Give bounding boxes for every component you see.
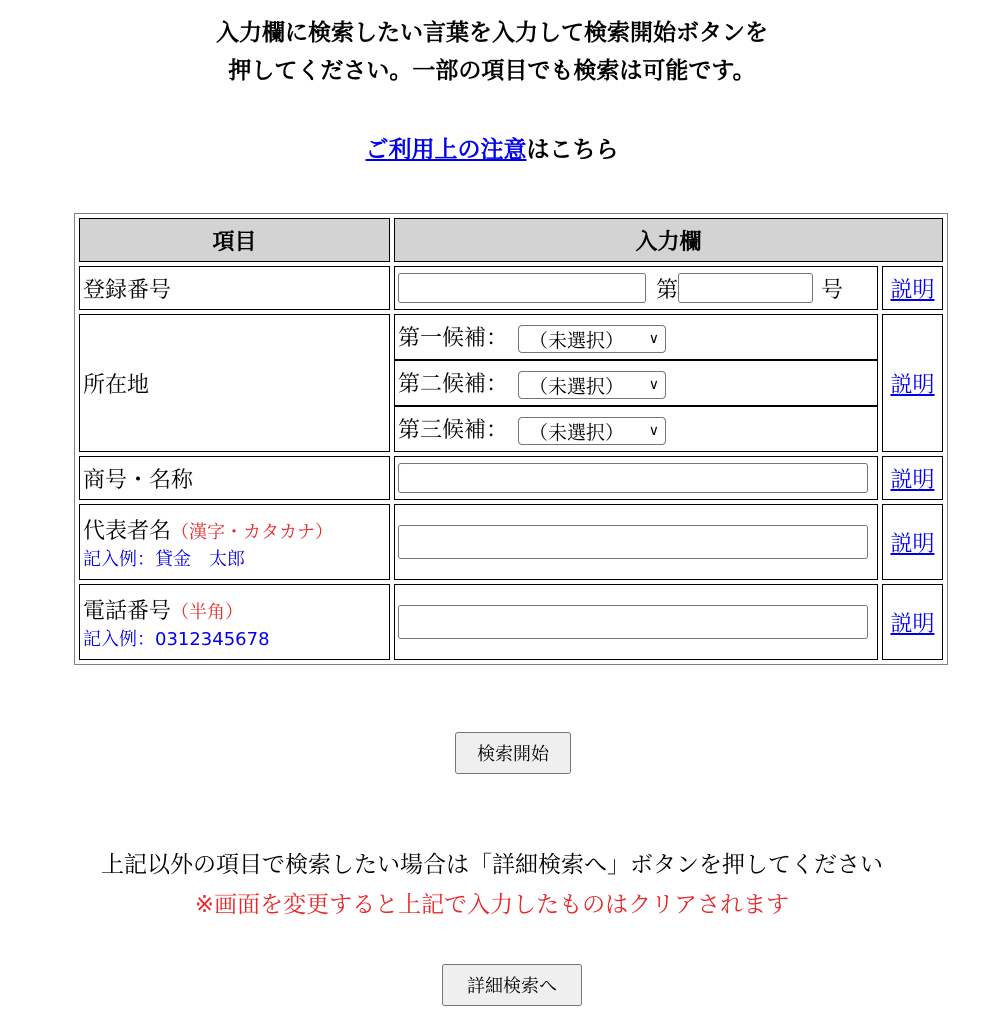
trade-name-explain-link[interactable]: 説明 [882, 456, 943, 500]
trade-name-label: 商号・名称 [79, 456, 390, 500]
phone-note: （半角） [171, 601, 244, 623]
chevron-down-icon: ∨ [648, 331, 660, 347]
trade-name-input[interactable] [398, 463, 868, 493]
search-form-table [74, 213, 948, 665]
intro-text [0, 14, 984, 90]
representative-row [79, 504, 943, 580]
usage-notice-suffix: はこちら [526, 137, 619, 163]
trade-name-row [79, 456, 943, 500]
other-items-message: 上記以外の項目で検索したい場合は「詳細検索へ」ボタンを押してください [101, 852, 883, 878]
location-row [79, 314, 943, 452]
registration-explain-link[interactable]: 説明 [882, 266, 943, 310]
chevron-down-icon: ∨ [648, 423, 660, 439]
header-item: 項目 [79, 218, 390, 262]
location-explain-link[interactable]: 説明 [882, 314, 943, 452]
representative-example: 記入例：貸金 太郎 [83, 548, 245, 570]
phone-explain-link[interactable]: 説明 [882, 584, 943, 660]
phone-input[interactable] [398, 605, 868, 639]
phone-row [79, 584, 943, 660]
registration-dai-label: 第 [656, 277, 679, 303]
detail-search-button[interactable]: 詳細検索へ [442, 964, 582, 1006]
location-choice-1 [394, 314, 878, 360]
intro-line-2: 押してください。一部の項目でも検索は可能です。 [228, 58, 756, 84]
clear-warning-message: ※画面を変更すると上記で入力したものはクリアされます [194, 892, 790, 918]
location-choice-3-label: 第三候補： [398, 418, 509, 443]
location-choice-2-value: （未選択） [529, 375, 625, 398]
location-choice-3-value: （未選択） [529, 421, 625, 444]
representative-note: （漢字・カタカナ） [171, 521, 334, 543]
registration-row [79, 266, 943, 310]
usage-notice [0, 131, 984, 164]
location-choice-2 [394, 360, 878, 406]
location-choice-3 [394, 406, 878, 452]
location-choice-1-select[interactable] [518, 325, 666, 353]
phone-example: 記入例：0312345678 [83, 628, 270, 650]
representative-explain-link[interactable]: 説明 [882, 504, 943, 580]
location-choice-1-label: 第一候補： [398, 326, 509, 351]
location-choice-1-value: （未選択） [529, 329, 625, 352]
intro-line-1: 入力欄に検索したい言葉を入力して検索開始ボタンを [216, 20, 768, 46]
header-input: 入力欄 [394, 218, 943, 262]
search-start-button[interactable]: 検索開始 [455, 732, 571, 774]
location-label: 所在地 [79, 314, 390, 452]
registration-number-input[interactable] [678, 273, 813, 303]
representative-input[interactable] [398, 525, 868, 559]
phone-label: 電話番号 [83, 598, 172, 624]
chevron-down-icon: ∨ [648, 377, 660, 393]
location-choice-2-select[interactable] [518, 371, 666, 399]
location-choice-2-label: 第二候補： [398, 372, 509, 397]
representative-label: 代表者名 [83, 518, 172, 544]
registration-go-label: 号 [821, 277, 844, 303]
registration-label: 登録番号 [79, 266, 390, 310]
registration-prefix-input[interactable] [398, 273, 646, 303]
usage-notice-link[interactable]: ご利用上の注意 [365, 137, 527, 163]
location-choice-3-select[interactable] [518, 417, 666, 445]
